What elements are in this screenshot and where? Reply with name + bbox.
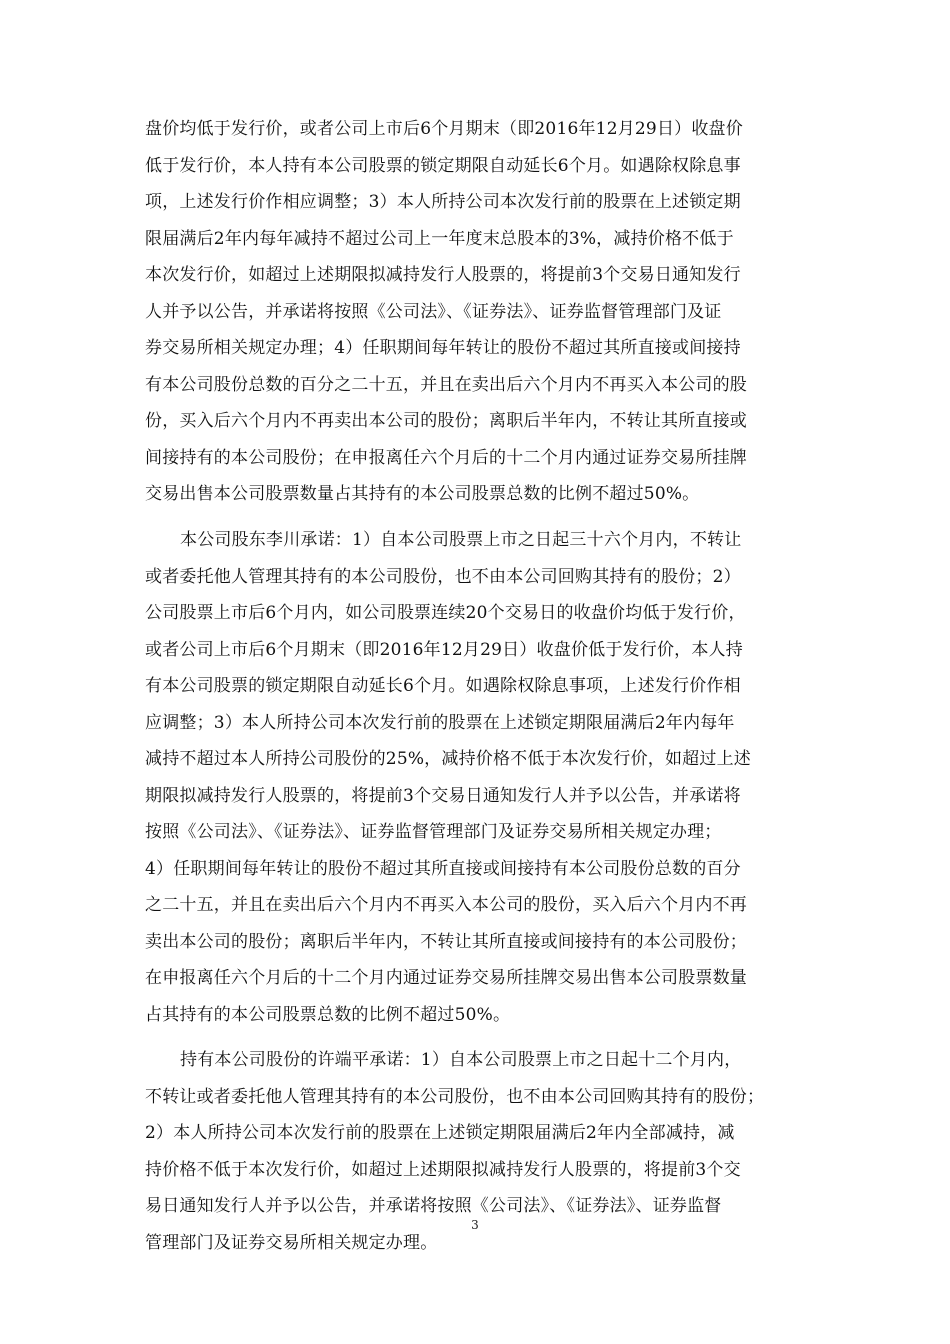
text-line: 占其持有的本公司股票总数的比例不超过50%。 [145, 1005, 511, 1025]
text-line: 人并予以公告，并承诺将按照《公司法》、《证券法》、证券监督管理部门及证 [145, 302, 722, 322]
text-line: 有本公司股票的锁定期限自动延长6个月。如遇除权除息事项，上述发行价作相 [145, 676, 741, 696]
paragraph-first-line: 持有本公司股份的许端平承诺：1）自本公司股票上市之日起十二个月内， [180, 1050, 742, 1070]
text-line: 或者委托他人管理其持有的本公司股份，也不由本公司回购其持有的股份；2） [145, 567, 741, 587]
text-line: 管理部门及证券交易所相关规定办理。 [145, 1233, 438, 1253]
text-line: 盘价均低于发行价，或者公司上市后6个月期末（即2016年12月29日）收盘价 [145, 119, 743, 139]
paragraph-first-line: 本公司股东李川承诺：1）自本公司股票上市之日起三十六个月内，不转让 [180, 530, 742, 550]
text-line: 之二十五，并且在卖出后六个月内不再买入本公司的股份，买入后六个月内不再 [145, 895, 747, 915]
text-line: 低于发行价，本人持有本公司股票的锁定期限自动延长6个月。如遇除权除息事 [145, 156, 741, 176]
text-line: 项，上述发行价作相应调整；3）本人所持公司本次发行前的股票在上述锁定期 [145, 192, 741, 212]
text-line: 卖出本公司的股份；离职后半年内，不转让其所直接或间接持有的本公司股份； [145, 932, 747, 952]
text-line: 期限拟减持发行人股票的，将提前3个交易日通知发行人并予以公告，并承诺将 [145, 786, 741, 806]
text-line: 持价格不低于本次发行价，如超过上述期限拟减持发行人股票的，将提前3个交 [145, 1160, 741, 1180]
text-line: 公司股票上市后6个月内，如公司股票连续20个交易日的收盘价均低于发行价， [145, 603, 746, 623]
text-line: 易日通知发行人并予以公告，并承诺将按照《公司法》、《证券法》、证券监督 [145, 1196, 722, 1216]
text-line: 不转让或者委托他人管理其持有的本公司股份，也不由本公司回购其持有的股份； [145, 1087, 765, 1107]
text-line: 券交易所相关规定办理；4）任职期间每年转让的股份不超过其所直接或间接持 [145, 338, 741, 358]
text-line: 限届满后2年内每年减持不超过公司上一年度末总股本的3%，减持价格不低于 [145, 229, 734, 249]
text-line: 有本公司股份总数的百分之二十五，并且在卖出后六个月内不再买入本公司的股 [145, 375, 747, 395]
text-line: 在申报离任六个月后的十二个月内通过证券交易所挂牌交易出售本公司股票数量 [145, 968, 747, 988]
text-line: 按照《公司法》、《证券法》、证券监督管理部门及证券交易所相关规定办理； [145, 822, 722, 842]
page-number: 3 [471, 1218, 479, 1232]
text-line: 份，买入后六个月内不再卖出本公司的股份；离职后半年内，不转让其所直接或 [145, 411, 747, 431]
text-line: 应调整；3）本人所持公司本次发行前的股票在上述锁定期限届满后2年内每年 [145, 713, 735, 733]
text-line: 2）本人所持公司本次发行前的股票在上述锁定期限届满后2年内全部减持，减 [145, 1123, 735, 1143]
text-line: 减持不超过本人所持公司股份的25%，减持价格不低于本次发行价，如超过上述 [145, 749, 751, 769]
text-line: 4）任职期间每年转让的股份不超过其所直接或间接持有本公司股份总数的百分 [145, 859, 741, 879]
text-line: 间接持有的本公司股份；在申报离任六个月后的十二个月内通过证券交易所挂牌 [145, 448, 747, 468]
text-line: 交易出售本公司股票数量占其持有的本公司股票总数的比例不超过50%。 [145, 484, 700, 504]
text-line: 本次发行价，如超过上述期限拟减持发行人股票的，将提前3个交易日通知发行 [145, 265, 741, 285]
text-line: 或者公司上市后6个月期末（即2016年12月29日）收盘价低于发行价，本人持 [145, 640, 743, 660]
